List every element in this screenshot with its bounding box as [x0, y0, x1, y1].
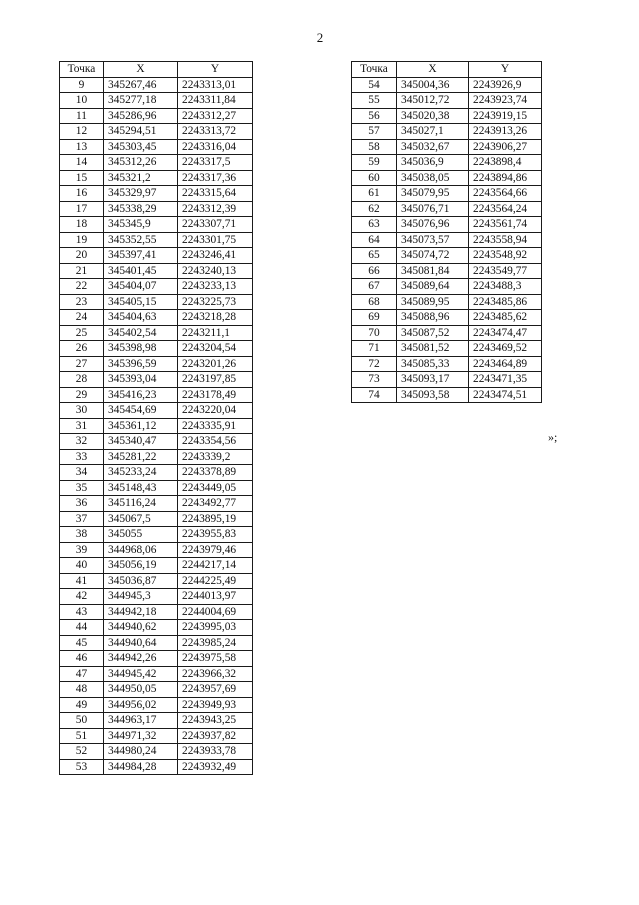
cell-x: 344942,26: [104, 651, 178, 667]
cell-y: 2243313,72: [178, 124, 253, 140]
cell-y: 2243898,4: [469, 155, 542, 171]
table-row: [60, 124, 253, 140]
cell-point: 51: [60, 728, 104, 744]
cell-y: 2243564,24: [469, 201, 542, 217]
cell-y: 2243220,04: [178, 403, 253, 419]
cell-point: 22: [60, 279, 104, 295]
cell-point: 33: [60, 449, 104, 465]
table-row: [60, 356, 253, 372]
cell-x: 344945,3: [104, 589, 178, 605]
cell-x: 345067,5: [104, 511, 178, 527]
cell-x: 345036,9: [397, 155, 469, 171]
cell-point: 67: [352, 279, 397, 295]
cell-x: 344980,24: [104, 744, 178, 760]
cell-y: 2243979,46: [178, 542, 253, 558]
cell-point: 29: [60, 387, 104, 403]
cell-point: 55: [352, 93, 397, 109]
cell-x: 345087,52: [397, 325, 469, 341]
cell-x: 345012,72: [397, 93, 469, 109]
cell-point: 32: [60, 434, 104, 450]
cell-x: 345312,26: [104, 155, 178, 171]
table-row: [60, 387, 253, 403]
cell-point: 15: [60, 170, 104, 186]
cell-y: 2243549,77: [469, 263, 542, 279]
cell-x: 345277,18: [104, 93, 178, 109]
cell-x: 345267,46: [104, 77, 178, 93]
cell-x: 345398,98: [104, 341, 178, 357]
cell-x: 345076,71: [397, 201, 469, 217]
cell-point: 50: [60, 713, 104, 729]
cell-x: 345404,63: [104, 310, 178, 326]
cell-y: 2243311,84: [178, 93, 253, 109]
table-row: [60, 527, 253, 543]
table-row: [352, 279, 542, 295]
cell-point: 64: [352, 232, 397, 248]
cell-x: 345093,17: [397, 372, 469, 388]
cell-y: 2243339,2: [178, 449, 253, 465]
cell-point: 54: [352, 77, 397, 93]
cell-y: 2243957,69: [178, 682, 253, 698]
cell-x: 344956,02: [104, 697, 178, 713]
cell-x: 345397,41: [104, 248, 178, 264]
table-row: [60, 635, 253, 651]
cell-point: 71: [352, 341, 397, 357]
cell-y: 2243469,52: [469, 341, 542, 357]
table-row: [352, 263, 542, 279]
cell-y: 2243204,54: [178, 341, 253, 357]
header-x: X: [397, 62, 469, 78]
cell-y: 2243316,04: [178, 139, 253, 155]
cell-point: 20: [60, 248, 104, 264]
cell-point: 43: [60, 604, 104, 620]
cell-y: 2243464,89: [469, 356, 542, 372]
cell-y: 2243474,51: [469, 387, 542, 403]
cell-x: 345093,58: [397, 387, 469, 403]
cell-x: 344940,64: [104, 635, 178, 651]
cell-point: 42: [60, 589, 104, 605]
cell-x: 345233,24: [104, 465, 178, 481]
table-row: [352, 232, 542, 248]
table-row: [60, 139, 253, 155]
cell-point: 17: [60, 201, 104, 217]
cell-x: 345076,96: [397, 217, 469, 233]
cell-y: 2243211,1: [178, 325, 253, 341]
cell-x: 345088,96: [397, 310, 469, 326]
table-row: [60, 759, 253, 775]
cell-y: 2243301,75: [178, 232, 253, 248]
coordinates-table-right: [351, 61, 542, 403]
cell-point: 62: [352, 201, 397, 217]
cell-y: 2243485,86: [469, 294, 542, 310]
cell-y: 2244217,14: [178, 558, 253, 574]
cell-x: 345402,54: [104, 325, 178, 341]
cell-point: 74: [352, 387, 397, 403]
cell-x: 345116,24: [104, 496, 178, 512]
table-row: [60, 744, 253, 760]
table-row: [60, 651, 253, 667]
cell-x: 344945,42: [104, 666, 178, 682]
page-number: 2: [316, 30, 324, 45]
cell-y: 2243313,01: [178, 77, 253, 93]
cell-x: 345416,23: [104, 387, 178, 403]
table-row: [60, 341, 253, 357]
cell-x: 345085,33: [397, 356, 469, 372]
table-row: [60, 310, 253, 326]
cell-point: 49: [60, 697, 104, 713]
cell-point: 30: [60, 403, 104, 419]
cell-x: 345089,95: [397, 294, 469, 310]
cell-point: 36: [60, 496, 104, 512]
cell-point: 69: [352, 310, 397, 326]
cell-x: 344942,18: [104, 604, 178, 620]
cell-y: 2243548,92: [469, 248, 542, 264]
cell-point: 66: [352, 263, 397, 279]
table-row: [60, 449, 253, 465]
cell-point: 61: [352, 186, 397, 202]
cell-x: 345361,12: [104, 418, 178, 434]
cell-point: 27: [60, 356, 104, 372]
cell-y: 2243913,26: [469, 124, 542, 140]
cell-point: 23: [60, 294, 104, 310]
table-row: [60, 77, 253, 93]
cell-x: 345073,57: [397, 232, 469, 248]
cell-x: 345089,64: [397, 279, 469, 295]
cell-point: 39: [60, 542, 104, 558]
cell-point: 34: [60, 465, 104, 481]
cell-x: 345321,2: [104, 170, 178, 186]
cell-point: 40: [60, 558, 104, 574]
cell-y: 2243197,85: [178, 372, 253, 388]
cell-x: 345393,04: [104, 372, 178, 388]
cell-x: 344940,62: [104, 620, 178, 636]
cell-y: 2243955,83: [178, 527, 253, 543]
cell-x: 344968,06: [104, 542, 178, 558]
cell-point: 60: [352, 170, 397, 186]
table-body-right: [352, 77, 542, 403]
cell-point: 72: [352, 356, 397, 372]
cell-y: 2244013,97: [178, 589, 253, 605]
cell-point: 38: [60, 527, 104, 543]
closing-quote-mark: »;: [548, 430, 558, 444]
cell-x: 345038,05: [397, 170, 469, 186]
cell-x: 345074,72: [397, 248, 469, 264]
header-x: X: [104, 62, 178, 78]
cell-x: 345148,43: [104, 480, 178, 496]
table-row: [60, 403, 253, 419]
cell-x: 345405,15: [104, 294, 178, 310]
coordinates-table-left: [59, 61, 253, 775]
cell-x: 345340,47: [104, 434, 178, 450]
table-row: [60, 93, 253, 109]
cell-y: 2243985,24: [178, 635, 253, 651]
cell-point: 21: [60, 263, 104, 279]
cell-y: 2243923,74: [469, 93, 542, 109]
table-row: [60, 589, 253, 605]
cell-y: 2243354,56: [178, 434, 253, 450]
cell-x: 345081,52: [397, 341, 469, 357]
table-row: [352, 294, 542, 310]
cell-y: 2243488,3: [469, 279, 542, 295]
cell-point: 10: [60, 93, 104, 109]
cell-y: 2243937,82: [178, 728, 253, 744]
cell-y: 2243178,49: [178, 387, 253, 403]
table-row: [352, 139, 542, 155]
cell-y: 2243894,86: [469, 170, 542, 186]
cell-y: 2243561,74: [469, 217, 542, 233]
table-row: [60, 434, 253, 450]
cell-point: 57: [352, 124, 397, 140]
table-row: [60, 558, 253, 574]
cell-point: 45: [60, 635, 104, 651]
cell-x: 345294,51: [104, 124, 178, 140]
table-row: [352, 248, 542, 264]
table-row: [352, 217, 542, 233]
cell-point: 53: [60, 759, 104, 775]
cell-point: 70: [352, 325, 397, 341]
cell-y: 2243975,58: [178, 651, 253, 667]
table-row: [60, 496, 253, 512]
cell-x: 345404,07: [104, 279, 178, 295]
table-row: [352, 372, 542, 388]
table-row: [60, 325, 253, 341]
table-row: [60, 682, 253, 698]
header-point: Точка: [352, 62, 397, 78]
cell-point: 58: [352, 139, 397, 155]
cell-y: 2243240,13: [178, 263, 253, 279]
cell-x: 345401,45: [104, 263, 178, 279]
cell-point: 73: [352, 372, 397, 388]
table-row: [60, 465, 253, 481]
cell-y: 2243312,39: [178, 201, 253, 217]
table-row: [60, 108, 253, 124]
table-row: [60, 728, 253, 744]
cell-x: 345454,69: [104, 403, 178, 419]
cell-x: 345281,22: [104, 449, 178, 465]
header-y: Y: [469, 62, 542, 78]
cell-point: 13: [60, 139, 104, 155]
cell-x: 345056,19: [104, 558, 178, 574]
table-row: [352, 124, 542, 140]
cell-x: 344950,05: [104, 682, 178, 698]
cell-x: 345081,84: [397, 263, 469, 279]
cell-y: 2243471,35: [469, 372, 542, 388]
cell-point: 35: [60, 480, 104, 496]
cell-x: 345338,29: [104, 201, 178, 217]
header-point: Точка: [60, 62, 104, 78]
cell-point: 19: [60, 232, 104, 248]
table-header-row: [352, 62, 542, 78]
cell-y: 2243307,71: [178, 217, 253, 233]
cell-point: 16: [60, 186, 104, 202]
cell-x: 345303,45: [104, 139, 178, 155]
cell-y: 2243225,73: [178, 294, 253, 310]
cell-point: 37: [60, 511, 104, 527]
cell-y: 2243485,62: [469, 310, 542, 326]
table-row: [60, 279, 253, 295]
cell-y: 2243906,27: [469, 139, 542, 155]
cell-x: 344963,17: [104, 713, 178, 729]
cell-x: 345036,87: [104, 573, 178, 589]
cell-y: 2243949,93: [178, 697, 253, 713]
table-row: [60, 418, 253, 434]
cell-x: 345345,9: [104, 217, 178, 233]
cell-y: 2243317,5: [178, 155, 253, 171]
table-row: [352, 201, 542, 217]
cell-y: 2243335,91: [178, 418, 253, 434]
table-row: [60, 263, 253, 279]
table-row: [60, 697, 253, 713]
cell-point: 47: [60, 666, 104, 682]
table-row: [60, 201, 253, 217]
cell-point: 18: [60, 217, 104, 233]
cell-point: 14: [60, 155, 104, 171]
table-row: [352, 77, 542, 93]
cell-x: 345055: [104, 527, 178, 543]
cell-point: 59: [352, 155, 397, 171]
cell-point: 48: [60, 682, 104, 698]
table-row: [60, 480, 253, 496]
table-row: [60, 170, 253, 186]
header-y: Y: [178, 62, 253, 78]
table-row: [60, 186, 253, 202]
cell-y: 2244225,49: [178, 573, 253, 589]
cell-y: 2243201,26: [178, 356, 253, 372]
cell-y: 2243246,41: [178, 248, 253, 264]
cell-x: 345352,55: [104, 232, 178, 248]
table-row: [60, 511, 253, 527]
table-row: [60, 713, 253, 729]
table-row: [352, 155, 542, 171]
table-row: [60, 232, 253, 248]
cell-point: 28: [60, 372, 104, 388]
cell-y: 2243558,94: [469, 232, 542, 248]
table-row: [352, 325, 542, 341]
table-row: [60, 155, 253, 171]
cell-point: 31: [60, 418, 104, 434]
table-row: [352, 170, 542, 186]
cell-y: 2243312,27: [178, 108, 253, 124]
table-header-row: [60, 62, 253, 78]
cell-y: 2243995,03: [178, 620, 253, 636]
table-row: [60, 372, 253, 388]
table-body-left: [60, 77, 253, 775]
cell-y: 2243933,78: [178, 744, 253, 760]
table-row: [352, 341, 542, 357]
cell-y: 2243932,49: [178, 759, 253, 775]
cell-x: 345079,95: [397, 186, 469, 202]
cell-x: 344971,32: [104, 728, 178, 744]
table-row: [60, 604, 253, 620]
cell-x: 344984,28: [104, 759, 178, 775]
cell-point: 9: [60, 77, 104, 93]
cell-point: 26: [60, 341, 104, 357]
table-row: [352, 93, 542, 109]
cell-point: 65: [352, 248, 397, 264]
cell-y: 2243218,28: [178, 310, 253, 326]
cell-y: 2243943,25: [178, 713, 253, 729]
cell-point: 24: [60, 310, 104, 326]
cell-point: 52: [60, 744, 104, 760]
cell-y: 2243966,32: [178, 666, 253, 682]
cell-y: 2243564,66: [469, 186, 542, 202]
cell-point: 11: [60, 108, 104, 124]
cell-y: 2243317,36: [178, 170, 253, 186]
cell-y: 2243895,19: [178, 511, 253, 527]
cell-y: 2243492,77: [178, 496, 253, 512]
cell-y: 2243233,13: [178, 279, 253, 295]
table-row: [352, 310, 542, 326]
table-row: [60, 620, 253, 636]
table-row: [352, 387, 542, 403]
table-row: [352, 108, 542, 124]
table-row: [60, 248, 253, 264]
cell-point: 56: [352, 108, 397, 124]
cell-y: 2243378,89: [178, 465, 253, 481]
table-row: [60, 217, 253, 233]
table-row: [60, 294, 253, 310]
cell-y: 2243926,9: [469, 77, 542, 93]
cell-x: 345027,1: [397, 124, 469, 140]
cell-y: 2243449,05: [178, 480, 253, 496]
cell-x: 345032,67: [397, 139, 469, 155]
table-row: [60, 542, 253, 558]
cell-point: 25: [60, 325, 104, 341]
table-row: [60, 666, 253, 682]
cell-y: 2243474,47: [469, 325, 542, 341]
table-row: [352, 186, 542, 202]
cell-point: 63: [352, 217, 397, 233]
cell-y: 2244004,69: [178, 604, 253, 620]
cell-x: 345004,36: [397, 77, 469, 93]
cell-point: 44: [60, 620, 104, 636]
cell-point: 46: [60, 651, 104, 667]
cell-point: 68: [352, 294, 397, 310]
table-row: [352, 356, 542, 372]
cell-x: 345020,38: [397, 108, 469, 124]
cell-y: 2243315,64: [178, 186, 253, 202]
cell-x: 345286,96: [104, 108, 178, 124]
cell-y: 2243919,15: [469, 108, 542, 124]
cell-x: 345396,59: [104, 356, 178, 372]
cell-point: 41: [60, 573, 104, 589]
cell-x: 345329,97: [104, 186, 178, 202]
table-row: [60, 573, 253, 589]
cell-point: 12: [60, 124, 104, 140]
